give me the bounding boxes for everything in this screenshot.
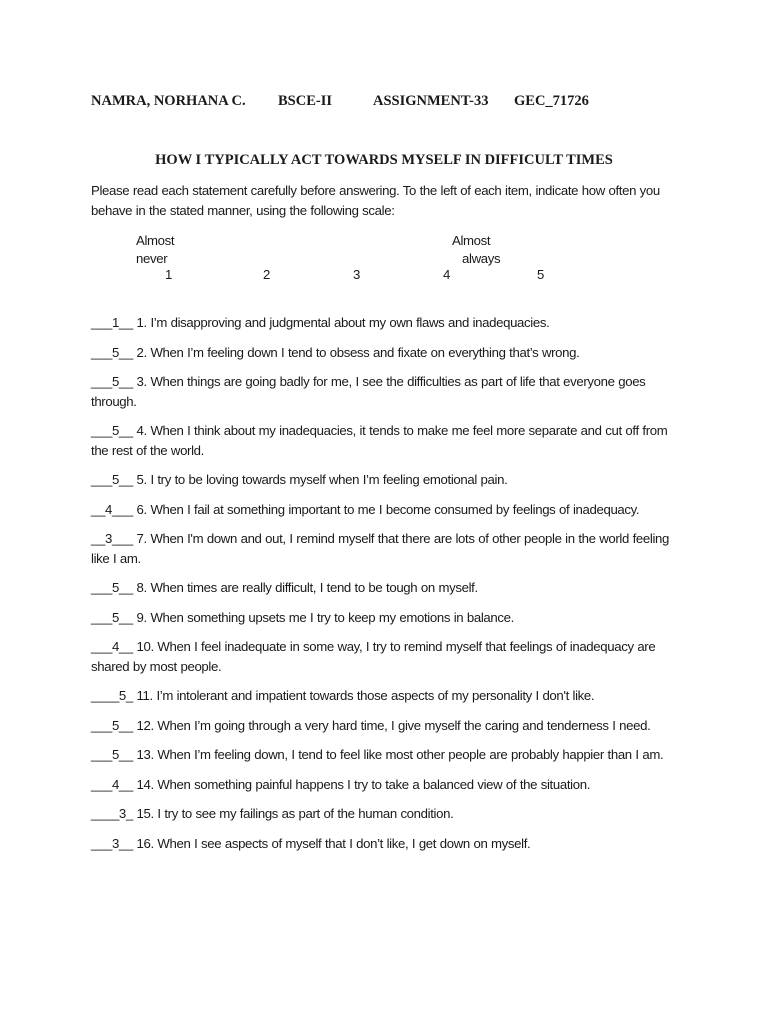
questionnaire-item: [91, 470, 681, 490]
questionnaire-item: [91, 775, 681, 795]
item-answer: ___5__: [91, 717, 133, 733]
questionnaire-item: [91, 578, 681, 598]
item-text: 16. When I see aspects of myself that I don’t like, I get down on myself.: [136, 835, 531, 851]
scale-low-label-line2: never: [136, 250, 168, 266]
item-text: 14. When something painful happens I try to take a balanced view of the situation.: [136, 776, 591, 792]
item-answer: ____3_: [91, 806, 133, 821]
item-text: 6. When I fail at something important to me I become consumed by feelings of inadequacy.: [136, 501, 640, 517]
subject-code: GEC_71726: [514, 93, 589, 109]
item-answer: ___5__: [91, 423, 133, 438]
item-text: 4. When I think about my inadequacies, it tends to make me feel more separate and cut off from the rest of the world.: [91, 423, 668, 458]
item-text: 9. When something upsets me I try to keep my emotions in balance.: [136, 609, 514, 625]
scale-high-label-line1: Almost: [452, 233, 491, 248]
item-text: 5. I try to be loving towards myself when I’m feeling emotional pain.: [136, 472, 508, 487]
questionnaire-item: [91, 608, 681, 628]
item-answer: ___4__: [91, 639, 133, 654]
page-title: HOW I TYPICALLY ACT TOWARDS MYSELF IN DIFFICULT TIMES: [155, 152, 613, 168]
item-answer: ___3__: [91, 835, 133, 851]
item-answer: ___4__: [91, 776, 133, 792]
item-answer: __3___: [91, 531, 133, 546]
questionnaire-item: [91, 313, 681, 333]
assignment-label: ASSIGNMENT-33: [373, 93, 489, 109]
item-answer: __4___: [91, 501, 133, 517]
scale-number-5: 5: [537, 267, 544, 282]
item-text: 11. I’m intolerant and impatient towards those aspects of my personality I don't like.: [136, 688, 595, 703]
item-text: 10. When I feel inadequate in some way, I try to remind myself that feelings of inadequacy are shared by most people.: [91, 639, 656, 674]
questionnaire-item: [91, 372, 681, 411]
item-answer: ___5__: [91, 609, 133, 625]
item-text: 12. When I’m going through a very hard time, I give myself the caring and tenderness I need.: [136, 717, 651, 733]
scale-number-1: 1: [165, 267, 172, 282]
instructions-paragraph: Please read each statement carefully before answering. To the left of each item, indicate how often you behave in the stated manner, using the following scale:: [91, 183, 660, 218]
item-answer: ___5__: [91, 344, 133, 360]
scale-low-label: [136, 232, 174, 267]
item-answer: ___5__: [91, 580, 133, 595]
questionnaire-item: [91, 716, 681, 736]
questionnaire-item: [91, 745, 681, 765]
questionnaire-item: [91, 529, 681, 568]
item-answer: ___5__: [91, 747, 133, 762]
item-answer: ____5_: [91, 688, 133, 703]
item-text: 1. I’m disapproving and judgmental about my own flaws and inadequacies.: [136, 315, 550, 330]
item-text: 3. When things are going badly for me, I see the difficulties as part of life that everyone goes through.: [91, 374, 646, 409]
scale-low-label-line1: Almost: [136, 233, 175, 248]
student-name: NAMRA, NORHANA C.: [91, 93, 246, 109]
item-text: 15. I try to see my failings as part of the human condition.: [136, 806, 454, 821]
scale-number-4: 4: [443, 267, 450, 282]
course-label: BSCE-II: [278, 93, 332, 109]
scale-high-label-line2: always: [462, 250, 501, 266]
scale-number-2: 2: [263, 267, 270, 282]
item-text: 13. When I’m feeling down, I tend to feel like most other people are probably happier than I am.: [136, 747, 664, 762]
questionnaire-items: [91, 313, 681, 863]
scale-high-label: [452, 232, 500, 267]
questionnaire-item: [91, 421, 681, 460]
item-answer: ___5__: [91, 374, 133, 389]
item-answer: ___5__: [91, 472, 133, 487]
questionnaire-item: [91, 804, 681, 824]
item-text: 7. When I'm down and out, I remind myself that there are lots of other people in the world feeling like I am.: [91, 531, 670, 566]
questionnaire-item: [91, 637, 681, 676]
questionnaire-item: [91, 500, 681, 520]
item-answer: ___1__: [91, 315, 133, 330]
questionnaire-item: [91, 834, 681, 854]
item-text: 8. When times are really difficult, I tend to be tough on myself.: [136, 580, 478, 595]
scale-number-3: 3: [353, 267, 360, 282]
questionnaire-item: [91, 343, 681, 363]
questionnaire-item: [91, 686, 681, 706]
item-text: 2. When I’m feeling down I tend to obsess and fixate on everything that’s wrong.: [136, 344, 580, 360]
